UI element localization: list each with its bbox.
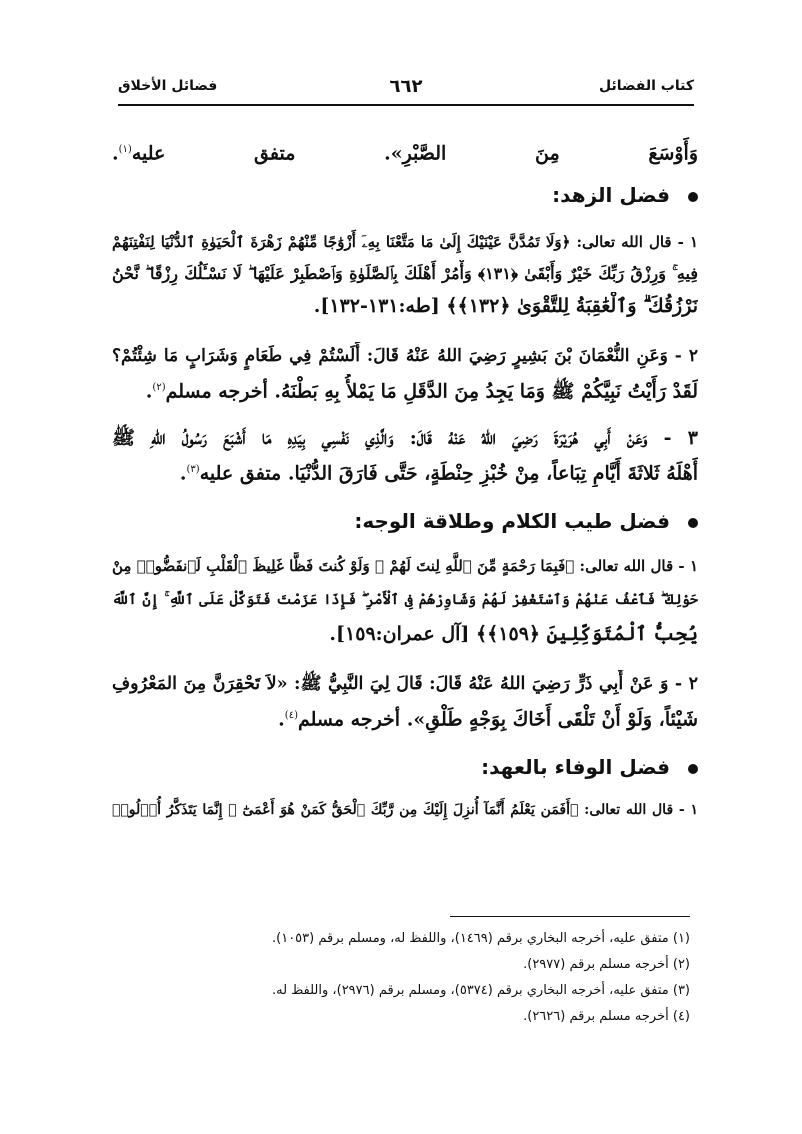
section-heading [112,752,698,782]
text-line-content: أَهْلَهُ ثَلاثَةَ أَيَّامٍ تِبَاعاً، مِنْ خُبْزِ حِنْطَةٍ، حَتَّى فَارَقَ الدُّنْيَا. متفق عليه [199,462,698,485]
text-line-content: ٣ - وَعَنْ أَبِي هُرَيْرَةَ رَضِيَ اللهُ عَنْهُ قَالَ: وَالَّذِي نَفْسِي بِيَدِهِ مَا أَشْبَعَ رَسُولُ اللهِ ﷺ [112,427,698,449]
bullet-icon [688,518,698,528]
line-end-mark: . [278,708,285,731]
text-line-content: شَيْئاً، وَلَوْ أَنْ تَلْقَى أَخَاكَ بِوَجْهٍ طَلْقٍ». أخرجه مسلم [297,708,698,731]
header-rule [118,104,694,106]
footnote-item: (٣) متفق عليه، أخرجه البخاري برقم (٥٣٧٤)، ومسلم برقم (٢٩٧٦)، واللفظ له. [272,983,690,998]
text-line [112,228,698,256]
page-header [118,78,694,102]
text-line-content: ٢ - وَعَنِ النُّعْمَانَ بْنَ بَشِيرٍ رَضِيَ اللهُ عَنْهُ قَالَ: أَلَسْتُمْ فِي طَعَامٍ وَشَرَابٍ مَا شِئْتُمْ؟ [112,346,698,366]
text-line [112,260,698,288]
text-line [112,342,698,370]
text-line [112,552,698,580]
text-line-content: لَقَدْ رَأَيْتُ نَبِيَّكُمْ ﷺ وَمَا يَجِدُ مِنَ الدَّقَلِ مَا يَمْلأُ بِهِ بَطْنَهُ. أخرجه مسلم [165,380,698,403]
text-line-content: ١ - قال الله تعالى: ﴿وَلَا تَمُدَّنَّ عَيْنَيْكَ إِلَىٰ مَا مَتَّعْنَا بِهِۦٓ أَزْوَٰجًا مِّنْهُمْ زَهْرَةَ ٱلْحَيَوٰةِ ٱلدُّنْيَا لِنَفْتِنَهُمْ [112,233,698,251]
page-number: ٦٦٢ [389,76,423,97]
text-line [112,620,698,648]
footnote-ref: (٣) [186,464,200,475]
footnote-ref: (٢) [152,382,166,393]
footnote-ref: (١) [118,144,132,155]
footnote-ref: (٤) [284,710,298,721]
text-line [112,586,698,614]
footnote-item: (١) متفق عليه، أخرجه البخاري برقم (١٤٦٩)، واللفظ له، ومسلم برقم (١٠٥٣). [272,931,690,946]
text-line [112,670,698,698]
line-end-mark: . [145,380,153,403]
footnote-item: (٢) أخرجه مسلم برقم (٢٩٧٧). [523,957,690,972]
line-end-mark: . [112,142,119,165]
text-line [112,374,698,405]
text-line-content: ١ - قال الله تعالى: ﴿أَفَمَن يَعْلَمُ أَنَّمَآ أُنزِلَ إِلَيْكَ مِن رَّبِّكَ ٱلْحَقُّ كَمَنْ هُوَ أَعْمَىٰٓ ۚ إِنَّمَا يَتَذَكَّرُ أُو۟لُوا۟ [112,802,698,818]
line-end-mark: . [179,462,187,485]
text-line [112,456,698,487]
text-line-content: ٢ - وَ عَنْ أَبِي ذَرٍّ رَضِيَ اللهُ عَنْهُ قَالَ: قَالَ لِيَ النَّبِيُّ ﷺ: «لاَ تَحْقِرَنَّ مِنَ المَعْرُوفِ [112,674,698,694]
text-line-content: نَرْزُقُكَ ۗ وَٱلْعَٰقِبَةُ لِلتَّقْوَىٰ ﴿١٣٢﴾﴾ [طه:١٣١-١٣٢]. [313,295,698,317]
text-line [112,796,698,824]
bullet-icon [688,764,698,774]
footnote-item: (٤) أخرجه مسلم برقم (٢٦٢٦). [523,1009,690,1024]
bullet-icon [688,192,698,202]
chapter-title: فضائل الأخلاق [118,78,218,94]
section-heading [112,506,698,536]
section-heading-text: فضل الزهد: [552,183,670,207]
text-line-content: ١ - قال الله تعالى: ﴿فَبِمَا رَحْمَةٍ مِّنَ ٱللَّهِ لِنتَ لَهُمْ ۖ وَلَوْ كُنتَ فَظًّا غَلِيظَ ٱلْقَلْبِ لَٱنفَضُّوا۟ مِنْ [112,557,698,575]
footnote-rule [450,916,690,917]
text-line [112,136,698,167]
section-heading-text: فضل الوفاء بالعهد: [481,755,670,779]
text-line [112,702,698,733]
text-line [112,424,698,452]
text-line-content: يُحِبُّ ٱلْمُتَوَكِّلِينَ ﴿١٥٩﴾﴾ [آل عمران:١٥٩]. [329,623,698,645]
section-heading [112,180,698,210]
text-line-content: وَأَوْسَعَ مِنَ الصَّبْرِ». متفق عليه [131,142,698,165]
text-line-content: فِيهِ ۚ وَرِزْقُ رَبِّكَ خَيْرٌ وَأَبْقَىٰ ﴿١٣١﴾ وَأْمُرْ أَهْلَكَ بِٱلصَّلَوٰةِ وَٱصْطَبِرْ عَلَيْهَا ۖ لَا نَسْـَٔلُكَ رِزْقًا ۖ نَّحْنُ [112,264,698,283]
section-heading-text: فضل طيب الكلام وطلاقة الوجه: [354,509,670,533]
text-line [112,292,698,320]
text-line-content: حَوْلِكَ ۖ فَٱعْفُ عَنْهُمْ وَٱسْتَغْفِرْ لَهُمْ وَشَاوِرْهُمْ فِى ٱلْأَمْرِ ۖ فَإِذَا عَزَمْتَ فَتَوَكَّلْ عَلَى ٱللَّهِ ۚ إِنَّ ٱللَّهَ [112,592,698,608]
book-title: كتاب الفضائل [599,78,694,94]
